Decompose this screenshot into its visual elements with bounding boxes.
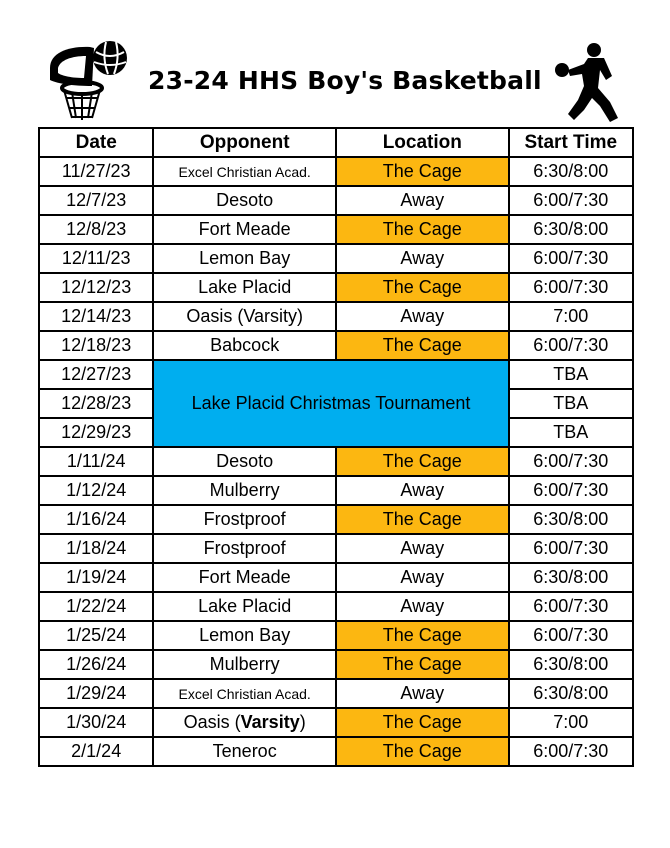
opponent-cell: Mulberry (153, 650, 336, 679)
location-cell: The Cage (336, 505, 509, 534)
location-cell: The Cage (336, 447, 509, 476)
location-cell: Away (336, 186, 509, 215)
opponent-cell: Lake Placid (153, 273, 336, 302)
time-cell: 6:00/7:30 (509, 244, 633, 273)
opponent-cell: Excel Christian Acad. (153, 157, 336, 186)
date-cell: 2/1/24 (39, 737, 153, 766)
date-cell: 12/14/23 (39, 302, 153, 331)
opponent-cell: Teneroc (153, 737, 336, 766)
location-cell: The Cage (336, 650, 509, 679)
header-row (39, 128, 633, 157)
date-cell: 12/11/23 (39, 244, 153, 273)
time-cell: TBA (509, 389, 633, 418)
table-row (39, 708, 633, 737)
location-cell: The Cage (336, 737, 509, 766)
opponent-cell: Mulberry (153, 476, 336, 505)
date-cell: 1/12/24 (39, 476, 153, 505)
table-row (39, 447, 633, 476)
table-row (39, 215, 633, 244)
time-cell: 6:30/8:00 (509, 215, 633, 244)
time-cell: 6:00/7:30 (509, 621, 633, 650)
table-row (39, 534, 633, 563)
time-cell: 6:00/7:30 (509, 592, 633, 621)
date-cell: 12/7/23 (39, 186, 153, 215)
date-cell: 12/29/23 (39, 418, 153, 447)
opponent-cell: Frostproof (153, 534, 336, 563)
date-cell: 12/27/23 (39, 360, 153, 389)
opponent-cell: Babcock (153, 331, 336, 360)
basketball-hoop-logo-icon (44, 38, 136, 124)
location-cell: Away (336, 679, 509, 708)
location-cell: The Cage (336, 621, 509, 650)
opponent-cell: Desoto (153, 447, 336, 476)
location-cell: Away (336, 244, 509, 273)
header (0, 0, 670, 128)
table-row (39, 186, 633, 215)
location-cell: The Cage (336, 157, 509, 186)
date-cell: 1/11/24 (39, 447, 153, 476)
table-row (39, 476, 633, 505)
date-cell: 12/18/23 (39, 331, 153, 360)
location-header: Location (336, 128, 509, 157)
time-cell: 6:30/8:00 (509, 679, 633, 708)
date-cell: 12/28/23 (39, 389, 153, 418)
date-cell: 1/26/24 (39, 650, 153, 679)
time-cell: 6:00/7:30 (509, 737, 633, 766)
opponent-cell: Desoto (153, 186, 336, 215)
location-cell: The Cage (336, 331, 509, 360)
opponent-close-text: ) (299, 712, 306, 732)
time-cell: 7:00 (509, 302, 633, 331)
date-cell: 1/16/24 (39, 505, 153, 534)
time-cell: 6:30/8:00 (509, 563, 633, 592)
location-cell: Away (336, 534, 509, 563)
opponent-cell (153, 708, 336, 737)
schedule-table (38, 127, 634, 767)
date-cell: 12/12/23 (39, 273, 153, 302)
table-row (39, 505, 633, 534)
table-row (39, 563, 633, 592)
location-cell: Away (336, 302, 509, 331)
location-cell: Away (336, 563, 509, 592)
opponent-plain-text: Oasis ( (183, 712, 241, 732)
table-row (39, 737, 633, 766)
opponent-bold-text: Varsity (240, 712, 300, 732)
table-row (39, 592, 633, 621)
opponent-cell: Lemon Bay (153, 244, 336, 273)
date-cell: 1/30/24 (39, 708, 153, 737)
time-cell: 7:00 (509, 708, 633, 737)
date-cell: 1/18/24 (39, 534, 153, 563)
location-cell: Away (336, 592, 509, 621)
time-cell: 6:00/7:30 (509, 273, 633, 302)
time-cell: 6:00/7:30 (509, 447, 633, 476)
table-row (39, 244, 633, 273)
tournament-cell: Lake Placid Christmas Tournament (153, 360, 508, 447)
date-cell: 1/25/24 (39, 621, 153, 650)
table-row (39, 302, 633, 331)
page-title: 23-24 HHS Boy's Basketball (148, 66, 542, 95)
date-cell: 12/8/23 (39, 215, 153, 244)
opponent-header: Opponent (153, 128, 336, 157)
time-cell: TBA (509, 360, 633, 389)
table-row (39, 650, 633, 679)
time-cell: 6:00/7:30 (509, 331, 633, 360)
opponent-cell: Fort Meade (153, 563, 336, 592)
time-cell: 6:30/8:00 (509, 505, 633, 534)
location-cell: The Cage (336, 215, 509, 244)
table-row (39, 621, 633, 650)
opponent-cell: Frostproof (153, 505, 336, 534)
table-row (39, 273, 633, 302)
opponent-cell: Fort Meade (153, 215, 336, 244)
basketball-player-silhouette-icon (548, 40, 632, 124)
time-cell: 6:00/7:30 (509, 476, 633, 505)
time-cell: 6:30/8:00 (509, 650, 633, 679)
table-row (39, 679, 633, 708)
opponent-cell: Excel Christian Acad. (153, 679, 336, 708)
table-row (39, 157, 633, 186)
time-cell: 6:30/8:00 (509, 157, 633, 186)
location-cell: Away (336, 476, 509, 505)
start-time-header: Start Time (509, 128, 633, 157)
time-cell: 6:00/7:30 (509, 186, 633, 215)
table-row (39, 331, 633, 360)
opponent-cell: Lemon Bay (153, 621, 336, 650)
table-row (39, 360, 633, 389)
date-cell: 1/19/24 (39, 563, 153, 592)
time-cell: 6:00/7:30 (509, 534, 633, 563)
date-header: Date (39, 128, 153, 157)
opponent-cell: Lake Placid (153, 592, 336, 621)
date-cell: 1/29/24 (39, 679, 153, 708)
location-cell: The Cage (336, 273, 509, 302)
time-cell: TBA (509, 418, 633, 447)
location-cell: The Cage (336, 708, 509, 737)
date-cell: 11/27/23 (39, 157, 153, 186)
date-cell: 1/22/24 (39, 592, 153, 621)
opponent-cell: Oasis (Varsity) (153, 302, 336, 331)
